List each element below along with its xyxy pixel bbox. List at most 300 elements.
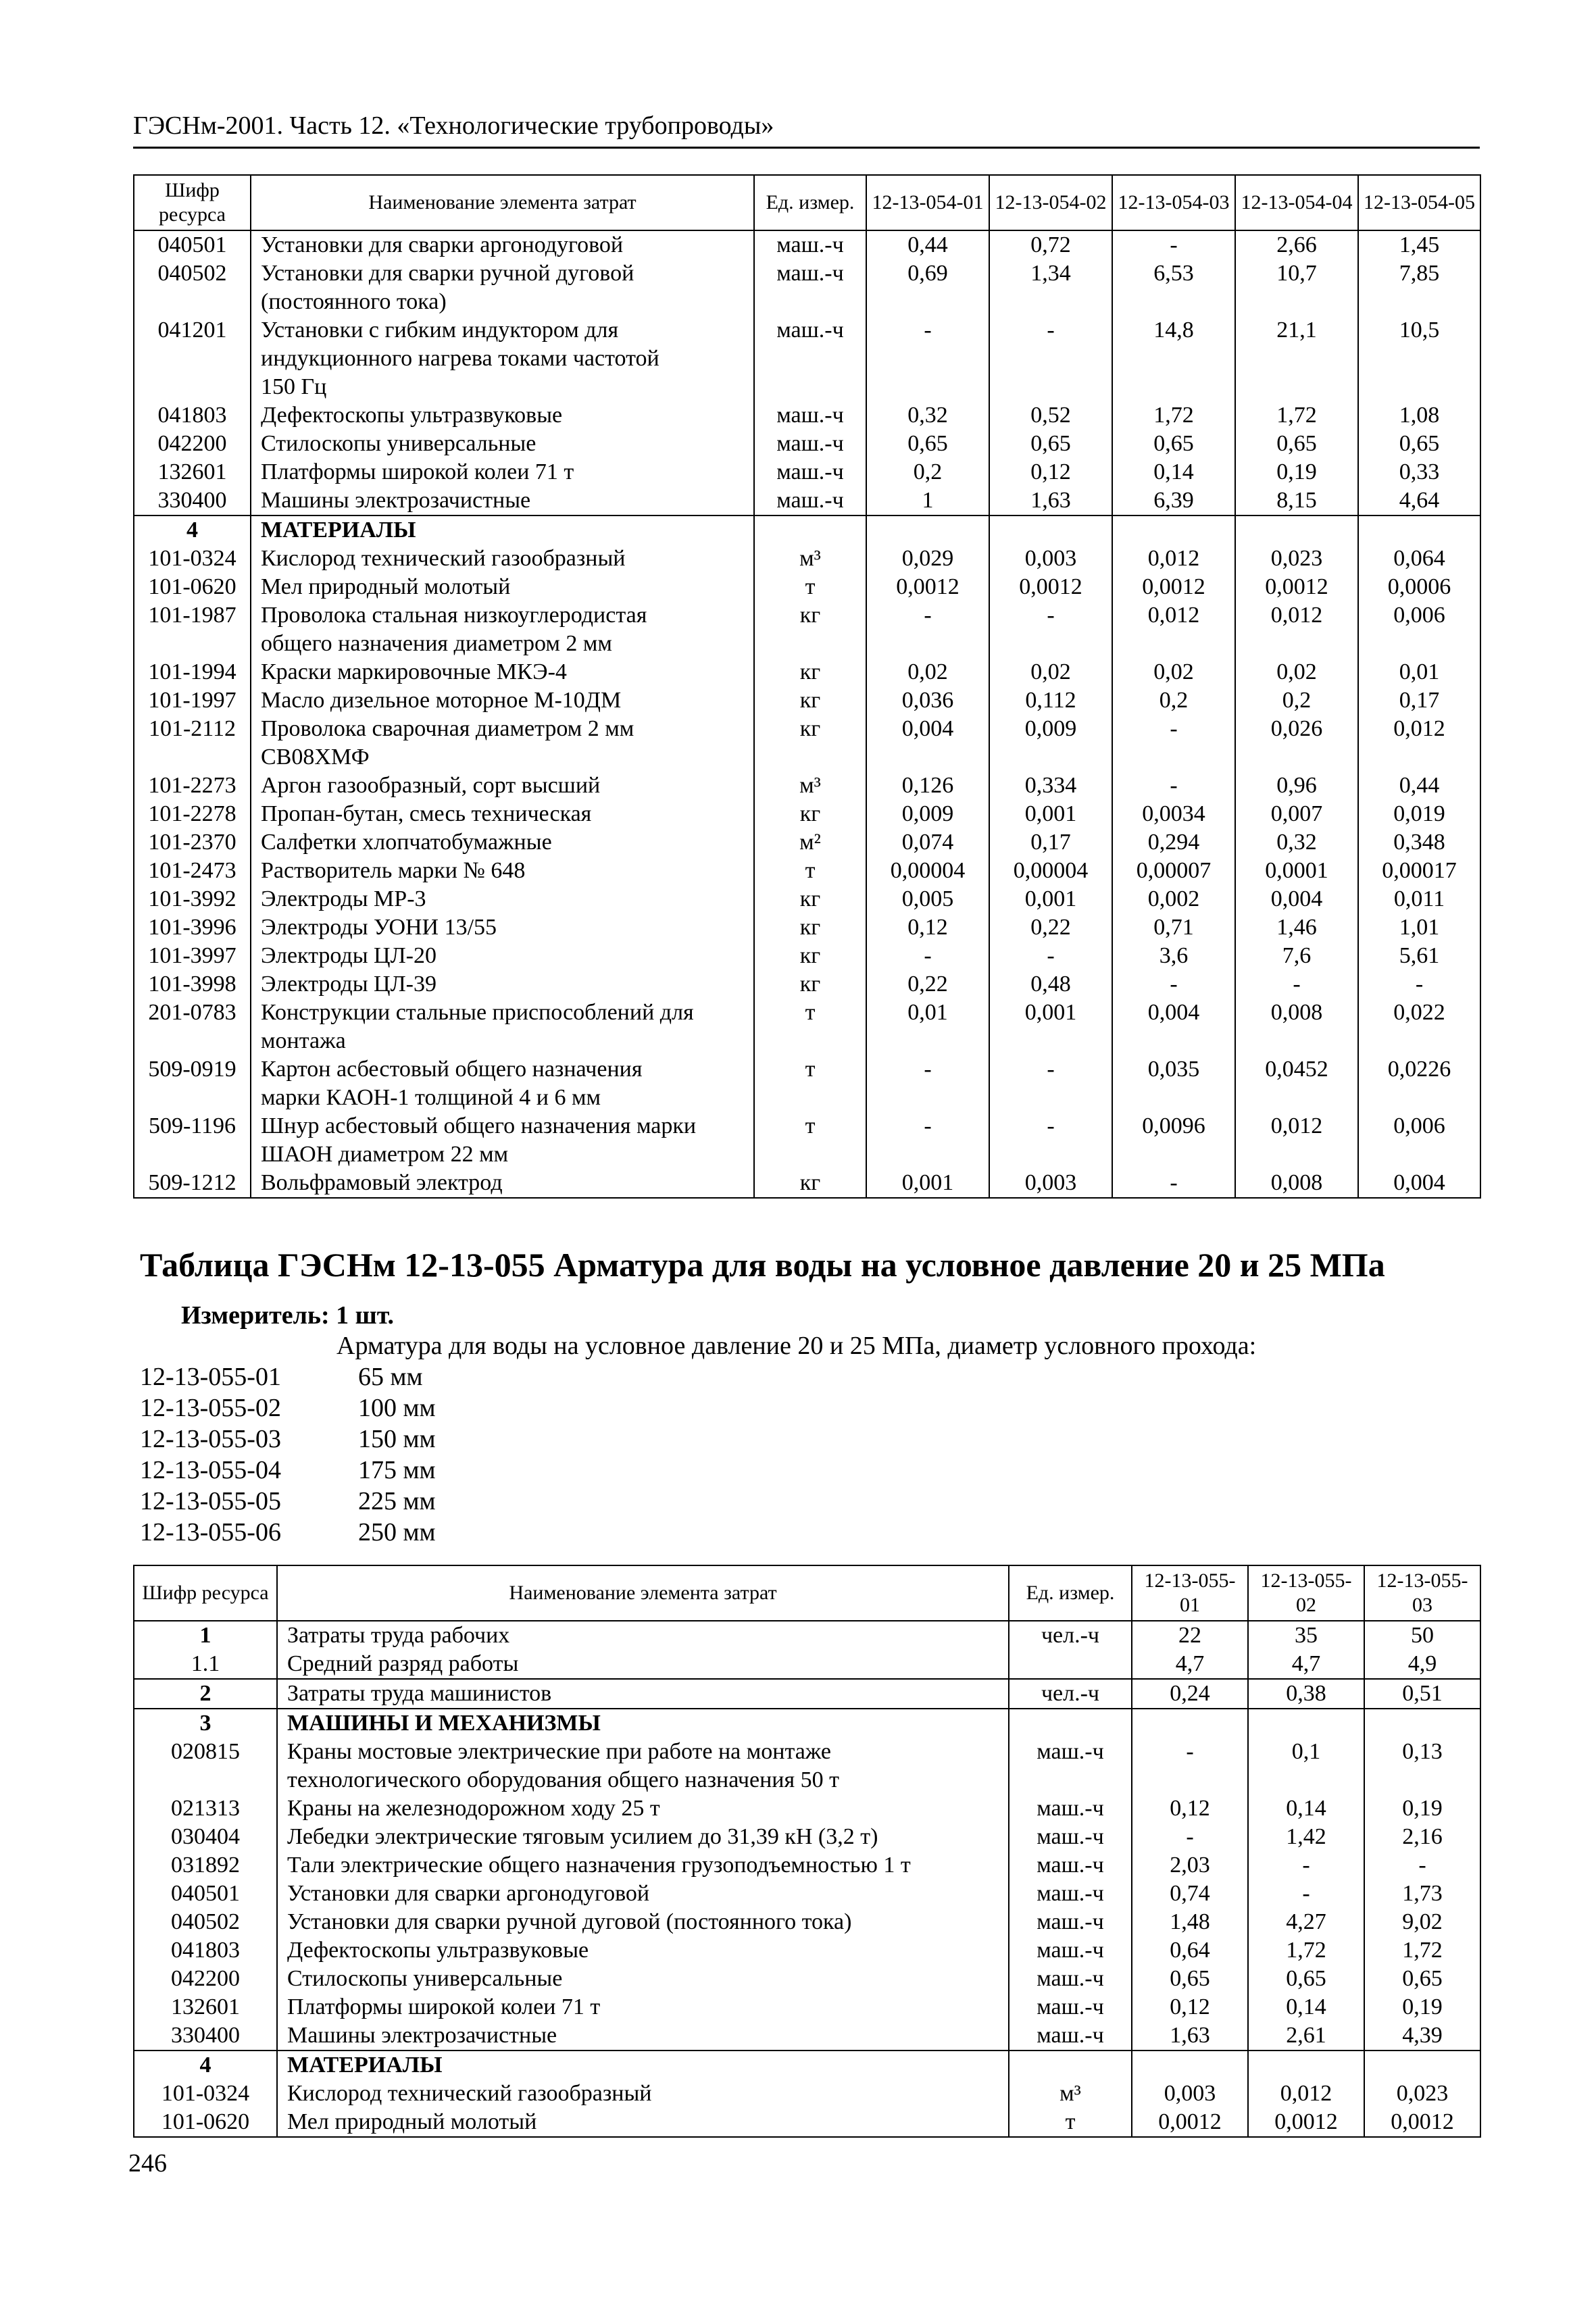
value-cell: 0,00007	[1112, 857, 1235, 885]
table-row	[134, 658, 1480, 686]
resource-code: 1	[134, 1621, 277, 1650]
resource-name: общего назначения диаметром 2 мм	[251, 630, 754, 658]
item-code: 12-13-055-04	[140, 1456, 281, 1484]
table-row	[134, 1794, 1480, 1823]
value-cell: 6,53	[1112, 259, 1235, 288]
value-cell: 0,026	[1235, 715, 1358, 743]
value-cell: 0,12	[866, 913, 989, 942]
table-row	[134, 401, 1480, 430]
table-row	[134, 601, 1480, 630]
value-cell: 0,008	[1235, 999, 1358, 1027]
resource-code	[134, 288, 251, 316]
resource-code: 101-3996	[134, 913, 251, 942]
unit-cell	[1009, 1650, 1132, 1679]
column-header: 12-13-054-03	[1112, 175, 1235, 230]
value-cell: 0,012	[1112, 601, 1235, 630]
value-cell: 0,012	[1358, 715, 1480, 743]
resource-name: марки КАОН-1 толщиной 4 и 6 мм	[251, 1084, 754, 1112]
value-cell: 21,1	[1235, 316, 1358, 345]
table-row	[134, 2108, 1480, 2137]
resource-code: 101-0620	[134, 573, 251, 601]
value-cell	[1112, 345, 1235, 373]
code-list	[140, 1361, 545, 1548]
resource-code: 101-1987	[134, 601, 251, 630]
unit-cell: маш.-ч	[1009, 1965, 1132, 1993]
value-cell: -	[1132, 1738, 1248, 1766]
value-cell: -	[989, 601, 1112, 630]
unit-cell: чел.-ч	[1009, 1679, 1132, 1709]
value-cell	[1235, 345, 1358, 373]
unit-cell: кг	[754, 913, 866, 942]
column-header: 12-13-054-02	[989, 175, 1112, 230]
unit-cell	[754, 1084, 866, 1112]
column-header: 12-13-054-01	[866, 175, 989, 230]
unit-cell: маш.-ч	[754, 458, 866, 486]
value-cell: 0,0096	[1112, 1112, 1235, 1140]
value-cell	[866, 1084, 989, 1112]
value-cell: 0,0226	[1358, 1055, 1480, 1084]
resource-code: 132601	[134, 1993, 277, 2021]
value-cell: 4,7	[1248, 1650, 1364, 1679]
value-cell	[1112, 288, 1235, 316]
resource-name: (постоянного тока)	[251, 288, 754, 316]
value-cell: 0,012	[1235, 601, 1358, 630]
table-row	[134, 630, 1480, 658]
resource-code: 042200	[134, 430, 251, 458]
table-row	[134, 458, 1480, 486]
table-row	[134, 715, 1480, 743]
value-cell: 0,007	[1235, 800, 1358, 828]
value-cell	[1235, 1084, 1358, 1112]
value-cell: 1,42	[1248, 1823, 1364, 1851]
value-cell: 0,32	[866, 401, 989, 430]
value-cell: 0,02	[1112, 658, 1235, 686]
value-cell: 0,0012	[1248, 2108, 1364, 2137]
unit-cell: чел.-ч	[1009, 1621, 1132, 1650]
value-cell: 0,65	[1235, 430, 1358, 458]
value-cell: -	[866, 316, 989, 345]
table-row	[134, 913, 1480, 942]
resource-name: Краски маркировочные МКЭ-4	[251, 658, 754, 686]
resource-code: 020815	[134, 1738, 277, 1766]
item-code: 12-13-055-02	[140, 1394, 281, 1422]
value-cell: -	[866, 1055, 989, 1084]
value-cell: 22	[1132, 1621, 1248, 1650]
value-cell: 0,004	[1358, 1169, 1480, 1198]
item-diameter: 100 мм	[358, 1394, 436, 1422]
value-cell: 0,00004	[989, 857, 1112, 885]
unit-cell: маш.-ч	[754, 259, 866, 288]
value-cell: 0,22	[866, 970, 989, 999]
table-row	[134, 1908, 1480, 1936]
resource-name: Конструкции стальные приспособлений для	[251, 999, 754, 1027]
value-cell	[1358, 345, 1480, 373]
table-row	[134, 316, 1480, 345]
value-cell: 0,019	[1358, 800, 1480, 828]
table-row	[134, 1084, 1480, 1112]
resource-name: Платформы широкой колеи 71 т	[251, 458, 754, 486]
value-cell: 7,85	[1358, 259, 1480, 288]
value-cell: 0,006	[1358, 1112, 1480, 1140]
value-cell: 0,02	[989, 658, 1112, 686]
table-row	[134, 1679, 1480, 1709]
value-cell: 0,96	[1235, 772, 1358, 800]
unit-cell	[754, 345, 866, 373]
value-cell: 4,9	[1364, 1650, 1480, 1679]
value-cell	[1235, 288, 1358, 316]
value-cell: 0,294	[1112, 828, 1235, 857]
column-header: 12-13-054-05	[1358, 175, 1480, 230]
resource-code: 101-1997	[134, 686, 251, 715]
unit-cell: т	[754, 999, 866, 1027]
value-cell: 1,72	[1112, 401, 1235, 430]
value-cell	[1358, 1084, 1480, 1112]
value-cell: -	[1248, 1880, 1364, 1908]
item-code: 12-13-055-05	[140, 1487, 281, 1515]
value-cell: 2,66	[1235, 230, 1358, 259]
value-cell: 0,17	[989, 828, 1112, 857]
resource-code: 042200	[134, 1965, 277, 1993]
value-cell	[989, 743, 1112, 772]
unit-cell	[754, 1027, 866, 1055]
table-row	[134, 1965, 1480, 1993]
value-cell: 0,48	[989, 970, 1112, 999]
table-row	[134, 686, 1480, 715]
resource-code: 040502	[134, 259, 251, 288]
table-row	[134, 1766, 1480, 1794]
value-cell	[1358, 288, 1480, 316]
value-cell: 0,005	[866, 885, 989, 913]
table-row	[134, 486, 1480, 515]
unit-cell	[1009, 1709, 1132, 1738]
value-cell: 9,02	[1364, 1908, 1480, 1936]
table-row	[134, 743, 1480, 772]
resource-code: 101-2370	[134, 828, 251, 857]
value-cell: 0,19	[1235, 458, 1358, 486]
value-cell: 0,65	[1364, 1965, 1480, 1993]
unit-cell	[1009, 2051, 1132, 2080]
value-cell: 0,0034	[1112, 800, 1235, 828]
value-cell: 0,01	[866, 999, 989, 1027]
resource-code: 021313	[134, 1794, 277, 1823]
value-cell: 0,0012	[866, 573, 989, 601]
resource-name: Тали электрические общего назначения грузоподъемностью 1 т	[277, 1851, 1009, 1880]
unit-cell	[754, 373, 866, 401]
value-cell: 0,64	[1132, 1936, 1248, 1965]
value-cell	[1358, 515, 1480, 545]
value-cell: -	[1112, 230, 1235, 259]
unit-cell: кг	[754, 658, 866, 686]
value-cell	[1364, 1766, 1480, 1794]
value-cell: 1,72	[1248, 1936, 1364, 1965]
value-cell: -	[866, 601, 989, 630]
value-cell: 0,65	[1112, 430, 1235, 458]
value-cell: 0,14	[1248, 1794, 1364, 1823]
resource-name: Проволока стальная низкоуглеродистая	[251, 601, 754, 630]
resource-name: Шнур асбестовый общего назначения марки	[251, 1112, 754, 1140]
column-header: 12-13-055-01	[1132, 1565, 1248, 1621]
item-diameter: 175 мм	[358, 1456, 436, 1484]
column-header: Шифр ресурса	[134, 175, 251, 230]
item-code: 12-13-055-01	[140, 1363, 281, 1391]
value-cell: 0,12	[1132, 1794, 1248, 1823]
value-cell: 0,003	[989, 545, 1112, 573]
value-cell	[1235, 515, 1358, 545]
resource-name: Установки с гибким индуктором для	[251, 316, 754, 345]
unit-cell	[754, 1140, 866, 1169]
value-cell: 10,5	[1358, 316, 1480, 345]
value-cell: -	[989, 316, 1112, 345]
column-header: 12-13-055-02	[1248, 1565, 1364, 1621]
value-cell	[1132, 1766, 1248, 1794]
resource-name: Кислород технический газообразный	[277, 2080, 1009, 2108]
section-title: Таблица ГЭСНм 12-13-055 Арматура для воды на условное давление 20 и 25 МПа	[140, 1246, 1385, 1284]
resource-code: 4	[134, 515, 251, 545]
value-cell: 0,064	[1358, 545, 1480, 573]
unit-cell: кг	[754, 885, 866, 913]
value-cell: 50	[1364, 1621, 1480, 1650]
table-row	[134, 1621, 1480, 1650]
value-cell: 0,00017	[1358, 857, 1480, 885]
column-header: Наименование элемента затрат	[251, 175, 754, 230]
column-header: Ед. измер.	[754, 175, 866, 230]
resource-code: 040502	[134, 1908, 277, 1936]
table-row	[134, 1880, 1480, 1908]
table-row	[134, 515, 1480, 545]
value-cell: 0,32	[1235, 828, 1358, 857]
resource-name: Картон асбестовый общего назначения	[251, 1055, 754, 1084]
value-cell: 4,64	[1358, 486, 1480, 515]
unit-cell: м³	[754, 772, 866, 800]
resource-name: Электроды УОНИ 13/55	[251, 913, 754, 942]
table-row	[134, 573, 1480, 601]
value-cell	[866, 373, 989, 401]
resource-name: Средний разряд работы	[277, 1650, 1009, 1679]
value-cell: 0,035	[1112, 1055, 1235, 1084]
unit-cell	[754, 288, 866, 316]
resource-name: Кислород технический газообразный	[251, 545, 754, 573]
value-cell: 2,03	[1132, 1851, 1248, 1880]
value-cell: -	[1112, 715, 1235, 743]
resource-code	[134, 743, 251, 772]
code-row	[140, 1486, 545, 1517]
value-cell: 0,0006	[1358, 573, 1480, 601]
value-cell: 0,14	[1112, 458, 1235, 486]
value-cell: 0,71	[1112, 913, 1235, 942]
value-cell	[1235, 1140, 1358, 1169]
value-cell	[989, 1027, 1112, 1055]
table-row	[134, 942, 1480, 970]
resource-name: Установки для сварки аргонодуговой	[277, 1880, 1009, 1908]
value-cell: 0,69	[866, 259, 989, 288]
item-diameter: 65 мм	[358, 1363, 423, 1391]
resource-name: Электроды ЦЛ-20	[251, 942, 754, 970]
value-cell: 0,008	[1235, 1169, 1358, 1198]
resource-name: Аргон газообразный, сорт высший	[251, 772, 754, 800]
resource-name: Затраты труда машинистов	[277, 1679, 1009, 1709]
value-cell: 0,029	[866, 545, 989, 573]
value-cell: 1,63	[1132, 2021, 1248, 2051]
resource-name: Стилоскопы универсальные	[251, 430, 754, 458]
value-cell: 4,39	[1364, 2021, 1480, 2051]
value-cell: 0,65	[1248, 1965, 1364, 1993]
page-number: 246	[128, 2149, 167, 2178]
value-cell: 0,023	[1364, 2080, 1480, 2108]
unit-cell: т	[754, 573, 866, 601]
code-row	[140, 1361, 545, 1392]
column-header: Шифр ресурса	[134, 1565, 277, 1621]
resource-name: Лебедки электрические тяговым усилием до 31,39 кН (3,2 т)	[277, 1823, 1009, 1851]
value-cell: 14,8	[1112, 316, 1235, 345]
value-cell: 0,00004	[866, 857, 989, 885]
value-cell	[1112, 1084, 1235, 1112]
resource-code: 041803	[134, 1936, 277, 1965]
unit-cell: кг	[754, 800, 866, 828]
value-cell: 1,08	[1358, 401, 1480, 430]
value-cell: 0,2	[866, 458, 989, 486]
value-cell: 3,6	[1112, 942, 1235, 970]
value-cell: 0,19	[1364, 1993, 1480, 2021]
resource-code	[134, 1766, 277, 1794]
value-cell: 0,022	[1358, 999, 1480, 1027]
table-header-row	[134, 175, 1480, 230]
value-cell: -	[1364, 1851, 1480, 1880]
unit-cell: маш.-ч	[754, 430, 866, 458]
value-cell: 1	[866, 486, 989, 515]
resource-code: 101-0324	[134, 545, 251, 573]
resource-code: 101-0620	[134, 2108, 277, 2137]
value-cell	[989, 345, 1112, 373]
value-cell: 0,2	[1112, 686, 1235, 715]
value-cell: 0,012	[1112, 545, 1235, 573]
column-header: 12-13-054-04	[1235, 175, 1358, 230]
resource-name: Краны на железнодорожном ходу 25 т	[277, 1794, 1009, 1823]
value-cell: 0,003	[989, 1169, 1112, 1198]
unit-cell: т	[754, 857, 866, 885]
value-cell: 0,012	[1248, 2080, 1364, 2108]
resource-name: 150 Гц	[251, 373, 754, 401]
resource-code: 4	[134, 2051, 277, 2080]
unit-cell: м²	[754, 828, 866, 857]
resource-name: Краны мостовые электрические при работе на монтаже	[277, 1738, 1009, 1766]
item-code: 12-13-055-03	[140, 1425, 281, 1453]
value-cell	[1235, 1027, 1358, 1055]
value-cell	[1235, 630, 1358, 658]
value-cell: 0,12	[989, 458, 1112, 486]
resource-code	[134, 630, 251, 658]
value-cell: -	[1112, 970, 1235, 999]
value-cell: 0,126	[866, 772, 989, 800]
value-cell: 0,12	[1132, 1993, 1248, 2021]
unit-cell: маш.-ч	[1009, 2021, 1132, 2051]
unit-cell: т	[754, 1112, 866, 1140]
measure-unit: Измеритель: 1 шт.	[181, 1301, 395, 1330]
value-cell	[1248, 2051, 1364, 2080]
resource-name: Дефектоскопы ультразвуковые	[277, 1936, 1009, 1965]
value-cell	[1248, 1709, 1364, 1738]
resource-name: технологического оборудования общего назначения 50 т	[277, 1766, 1009, 1794]
value-cell	[989, 1140, 1112, 1169]
resource-code: 101-3992	[134, 885, 251, 913]
resource-code: 132601	[134, 458, 251, 486]
table-row	[134, 885, 1480, 913]
value-cell: -	[989, 942, 1112, 970]
resource-name: Электроды ЦЛ-39	[251, 970, 754, 999]
resource-code: 201-0783	[134, 999, 251, 1027]
value-cell: 1,34	[989, 259, 1112, 288]
value-cell: 0,74	[1132, 1880, 1248, 1908]
value-cell: 0,003	[1132, 2080, 1248, 2108]
table-row	[134, 999, 1480, 1027]
resource-code	[134, 345, 251, 373]
value-cell: 0,002	[1112, 885, 1235, 913]
resource-code: 2	[134, 1679, 277, 1709]
table-row	[134, 1112, 1480, 1140]
table-row	[134, 1823, 1480, 1851]
value-cell: -	[1248, 1851, 1364, 1880]
resource-name: МАШИНЫ И МЕХАНИЗМЫ	[277, 1709, 1009, 1738]
table-row	[134, 970, 1480, 999]
value-cell	[1364, 2051, 1480, 2080]
resource-name: Проволока сварочная диаметром 2 мм	[251, 715, 754, 743]
unit-cell: маш.-ч	[754, 230, 866, 259]
value-cell: 1,73	[1364, 1880, 1480, 1908]
table-row	[134, 2021, 1480, 2051]
value-cell: 0,14	[1248, 1993, 1364, 2021]
value-cell: 0,004	[866, 715, 989, 743]
value-cell: -	[1358, 970, 1480, 999]
value-cell: 0,112	[989, 686, 1112, 715]
table-row	[134, 430, 1480, 458]
table-row	[134, 545, 1480, 573]
table-row	[134, 1055, 1480, 1084]
value-cell: 0,009	[989, 715, 1112, 743]
unit-cell: маш.-ч	[754, 486, 866, 515]
value-cell: 10,7	[1235, 259, 1358, 288]
value-cell: 5,61	[1358, 942, 1480, 970]
table-row	[134, 288, 1480, 316]
value-cell	[1364, 1709, 1480, 1738]
value-cell: -	[1235, 970, 1358, 999]
resource-name: Мел природный молотый	[251, 573, 754, 601]
unit-cell	[754, 743, 866, 772]
value-cell: 0,24	[1132, 1679, 1248, 1709]
value-cell: 0,65	[866, 430, 989, 458]
table-row	[134, 1650, 1480, 1679]
item-diameter: 150 мм	[358, 1425, 436, 1453]
value-cell: 0,44	[866, 230, 989, 259]
resource-code: 3	[134, 1709, 277, 1738]
resource-table-054	[133, 174, 1481, 1199]
value-cell: 0,001	[989, 885, 1112, 913]
resource-code: 509-0919	[134, 1055, 251, 1084]
unit-cell: маш.-ч	[1009, 1993, 1132, 2021]
value-cell: 0,0452	[1235, 1055, 1358, 1084]
value-cell: 0,22	[989, 913, 1112, 942]
resource-name: Затраты труда рабочих	[277, 1621, 1009, 1650]
value-cell: 0,65	[989, 430, 1112, 458]
unit-cell: кг	[754, 601, 866, 630]
resource-name: МАТЕРИАЛЫ	[277, 2051, 1009, 2080]
header-rule	[133, 147, 1480, 149]
value-cell: -	[1132, 1823, 1248, 1851]
value-cell: 0,074	[866, 828, 989, 857]
resource-code: 330400	[134, 486, 251, 515]
value-cell: 0,2	[1235, 686, 1358, 715]
resource-code: 040501	[134, 1880, 277, 1908]
unit-cell: маш.-ч	[1009, 1880, 1132, 1908]
resource-name: Вольфрамовый электрод	[251, 1169, 754, 1198]
